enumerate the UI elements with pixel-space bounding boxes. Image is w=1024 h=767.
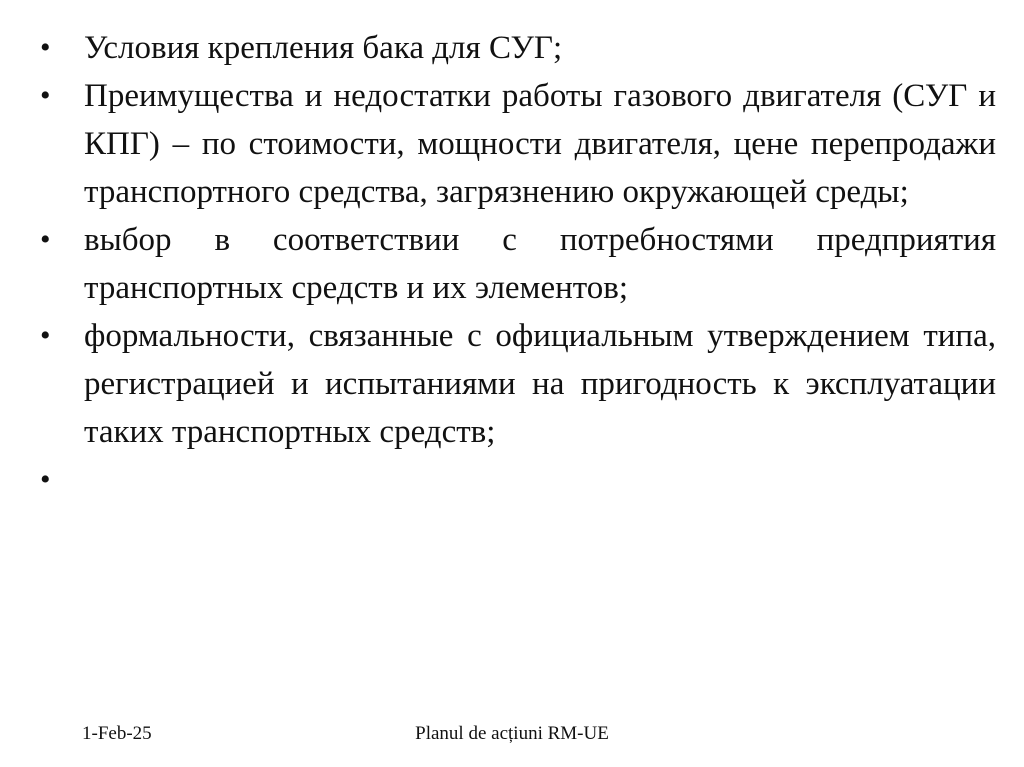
bullet-text: выбор в соответствии с потребностями предприятия транспортных средств и их элементов; bbox=[84, 222, 996, 306]
bullet-item-vehicle-selection bbox=[40, 216, 996, 312]
bullet-icon: • bbox=[40, 79, 51, 112]
bullet-item-type-approval-formalities bbox=[40, 312, 996, 456]
bullet-icon: • bbox=[40, 223, 51, 256]
bullet-text: Преимущества и недостатки работы газового двигателя (СУГ и КПГ) – по стоимости, мощности двигателя, цене перепродажи транспортного средства, загрязнению окружающей среды; bbox=[84, 78, 996, 210]
bullet-icon: • bbox=[40, 319, 51, 352]
bullet-list bbox=[40, 24, 996, 496]
bullet-text: Условия крепления бака для СУГ; bbox=[84, 30, 563, 66]
bullet-item-gas-engine-pros-cons bbox=[40, 72, 996, 216]
bullet-text: формальности, связанные с официальным утверждением типа, регистрацией и испытаниями на пригодность к эксплуатации таких транспортных средств; bbox=[84, 318, 996, 450]
bullet-icon: • bbox=[40, 31, 51, 64]
footer-title: Planul de acțiuni RM-UE bbox=[415, 723, 609, 744]
bullet-icon: • bbox=[40, 463, 51, 496]
footer-date: 1-Feb-25 bbox=[82, 723, 152, 744]
bullet-item-lpg-tank-mounting bbox=[40, 24, 996, 72]
